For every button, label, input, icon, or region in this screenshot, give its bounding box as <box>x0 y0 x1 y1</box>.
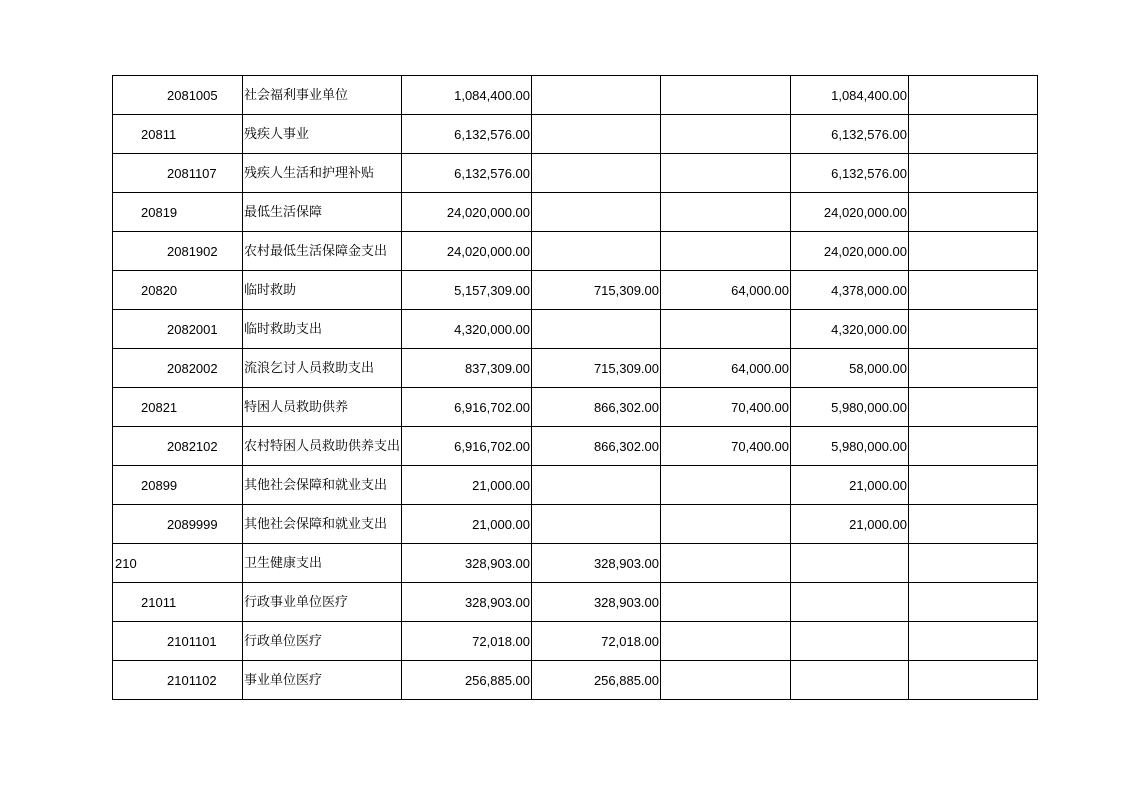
subject-code-cell: 20811 <box>113 115 243 154</box>
other-cell <box>909 154 1038 193</box>
other-cell <box>909 466 1038 505</box>
personnel-cell <box>532 466 661 505</box>
total-cell: 24,020,000.00 <box>402 232 532 271</box>
public-cell <box>661 466 791 505</box>
public-cell <box>661 310 791 349</box>
total-cell: 4,320,000.00 <box>402 310 532 349</box>
personnel-cell <box>532 154 661 193</box>
personnel-cell <box>532 310 661 349</box>
public-cell <box>661 154 791 193</box>
total-cell: 6,132,576.00 <box>402 154 532 193</box>
personnel-cell: 256,885.00 <box>532 661 661 700</box>
project-cell: 4,378,000.00 <box>791 271 909 310</box>
public-cell <box>661 505 791 544</box>
total-cell: 5,157,309.00 <box>402 271 532 310</box>
project-cell: 5,980,000.00 <box>791 427 909 466</box>
subject-code-cell: 2081902 <box>113 232 243 271</box>
personnel-cell <box>532 76 661 115</box>
other-cell <box>909 115 1038 154</box>
total-cell: 21,000.00 <box>402 505 532 544</box>
table-row <box>113 505 1038 544</box>
subject-code-cell: 20899 <box>113 466 243 505</box>
total-cell: 21,000.00 <box>402 466 532 505</box>
public-cell <box>661 115 791 154</box>
subject-name-cell: 行政事业单位医疗 <box>243 583 402 622</box>
other-cell <box>909 505 1038 544</box>
public-cell: 64,000.00 <box>661 349 791 388</box>
budget-table <box>112 75 1038 700</box>
project-cell <box>791 661 909 700</box>
project-cell <box>791 622 909 661</box>
table-row <box>113 115 1038 154</box>
table-row <box>113 349 1038 388</box>
subject-name-cell: 残疾人生活和护理补贴 <box>243 154 402 193</box>
personnel-cell: 328,903.00 <box>532 583 661 622</box>
total-cell: 1,084,400.00 <box>402 76 532 115</box>
public-cell <box>661 544 791 583</box>
subject-name-cell: 其他社会保障和就业支出 <box>243 466 402 505</box>
subject-code-cell: 210 <box>113 544 243 583</box>
project-cell: 4,320,000.00 <box>791 310 909 349</box>
total-cell: 24,020,000.00 <box>402 193 532 232</box>
public-cell: 70,400.00 <box>661 427 791 466</box>
subject-code-cell: 21011 <box>113 583 243 622</box>
subject-code-cell: 20820 <box>113 271 243 310</box>
subject-name-cell: 农村特困人员救助供养支出 <box>243 427 402 466</box>
personnel-cell: 715,309.00 <box>532 349 661 388</box>
personnel-cell: 328,903.00 <box>532 544 661 583</box>
subject-name-cell: 残疾人事业 <box>243 115 402 154</box>
subject-name-cell: 特困人员救助供养 <box>243 388 402 427</box>
table-row <box>113 427 1038 466</box>
project-cell: 58,000.00 <box>791 349 909 388</box>
public-cell: 64,000.00 <box>661 271 791 310</box>
table-row <box>113 622 1038 661</box>
subject-code-cell: 20819 <box>113 193 243 232</box>
subject-code-cell: 2081107 <box>113 154 243 193</box>
subject-name-cell: 行政单位医疗 <box>243 622 402 661</box>
subject-code-cell: 2082002 <box>113 349 243 388</box>
subject-name-cell: 临时救助支出 <box>243 310 402 349</box>
table-row <box>113 583 1038 622</box>
public-cell: 70,400.00 <box>661 388 791 427</box>
other-cell <box>909 622 1038 661</box>
project-cell: 21,000.00 <box>791 466 909 505</box>
other-cell <box>909 349 1038 388</box>
other-cell <box>909 583 1038 622</box>
personnel-cell: 866,302.00 <box>532 427 661 466</box>
project-cell: 6,132,576.00 <box>791 154 909 193</box>
subject-name-cell: 临时救助 <box>243 271 402 310</box>
total-cell: 328,903.00 <box>402 583 532 622</box>
subject-name-cell: 卫生健康支出 <box>243 544 402 583</box>
personnel-cell <box>532 193 661 232</box>
personnel-cell <box>532 232 661 271</box>
project-cell: 21,000.00 <box>791 505 909 544</box>
total-cell: 6,132,576.00 <box>402 115 532 154</box>
other-cell <box>909 661 1038 700</box>
table-row <box>113 271 1038 310</box>
total-cell: 328,903.00 <box>402 544 532 583</box>
subject-code-cell: 2101102 <box>113 661 243 700</box>
table-row <box>113 310 1038 349</box>
table-row <box>113 388 1038 427</box>
other-cell <box>909 388 1038 427</box>
total-cell: 6,916,702.00 <box>402 388 532 427</box>
total-cell: 6,916,702.00 <box>402 427 532 466</box>
public-cell <box>661 76 791 115</box>
table-row <box>113 193 1038 232</box>
other-cell <box>909 544 1038 583</box>
subject-name-cell: 其他社会保障和就业支出 <box>243 505 402 544</box>
subject-code-cell: 2082001 <box>113 310 243 349</box>
subject-code-cell: 20821 <box>113 388 243 427</box>
personnel-cell <box>532 115 661 154</box>
subject-name-cell: 最低生活保障 <box>243 193 402 232</box>
total-cell: 837,309.00 <box>402 349 532 388</box>
other-cell <box>909 76 1038 115</box>
project-cell: 24,020,000.00 <box>791 232 909 271</box>
subject-code-cell: 2089999 <box>113 505 243 544</box>
project-cell: 5,980,000.00 <box>791 388 909 427</box>
public-cell <box>661 661 791 700</box>
public-cell <box>661 232 791 271</box>
table-row <box>113 232 1038 271</box>
public-cell <box>661 193 791 232</box>
personnel-cell: 72,018.00 <box>532 622 661 661</box>
project-cell <box>791 583 909 622</box>
project-cell: 24,020,000.00 <box>791 193 909 232</box>
total-cell: 256,885.00 <box>402 661 532 700</box>
personnel-cell <box>532 505 661 544</box>
table-row <box>113 154 1038 193</box>
other-cell <box>909 232 1038 271</box>
other-cell <box>909 271 1038 310</box>
subject-name-cell: 社会福利事业单位 <box>243 76 402 115</box>
subject-name-cell: 事业单位医疗 <box>243 661 402 700</box>
public-cell <box>661 622 791 661</box>
table-body <box>113 76 1038 700</box>
project-cell: 1,084,400.00 <box>791 76 909 115</box>
project-cell <box>791 544 909 583</box>
subject-code-cell: 2101101 <box>113 622 243 661</box>
table-row <box>113 661 1038 700</box>
subject-name-cell: 流浪乞讨人员救助支出 <box>243 349 402 388</box>
other-cell <box>909 193 1038 232</box>
subject-name-cell: 农村最低生活保障金支出 <box>243 232 402 271</box>
table-row <box>113 76 1038 115</box>
other-cell <box>909 427 1038 466</box>
personnel-cell: 866,302.00 <box>532 388 661 427</box>
subject-code-cell: 2081005 <box>113 76 243 115</box>
table-row <box>113 466 1038 505</box>
subject-code-cell: 2082102 <box>113 427 243 466</box>
project-cell: 6,132,576.00 <box>791 115 909 154</box>
table-row <box>113 544 1038 583</box>
personnel-cell: 715,309.00 <box>532 271 661 310</box>
public-cell <box>661 583 791 622</box>
other-cell <box>909 310 1038 349</box>
total-cell: 72,018.00 <box>402 622 532 661</box>
